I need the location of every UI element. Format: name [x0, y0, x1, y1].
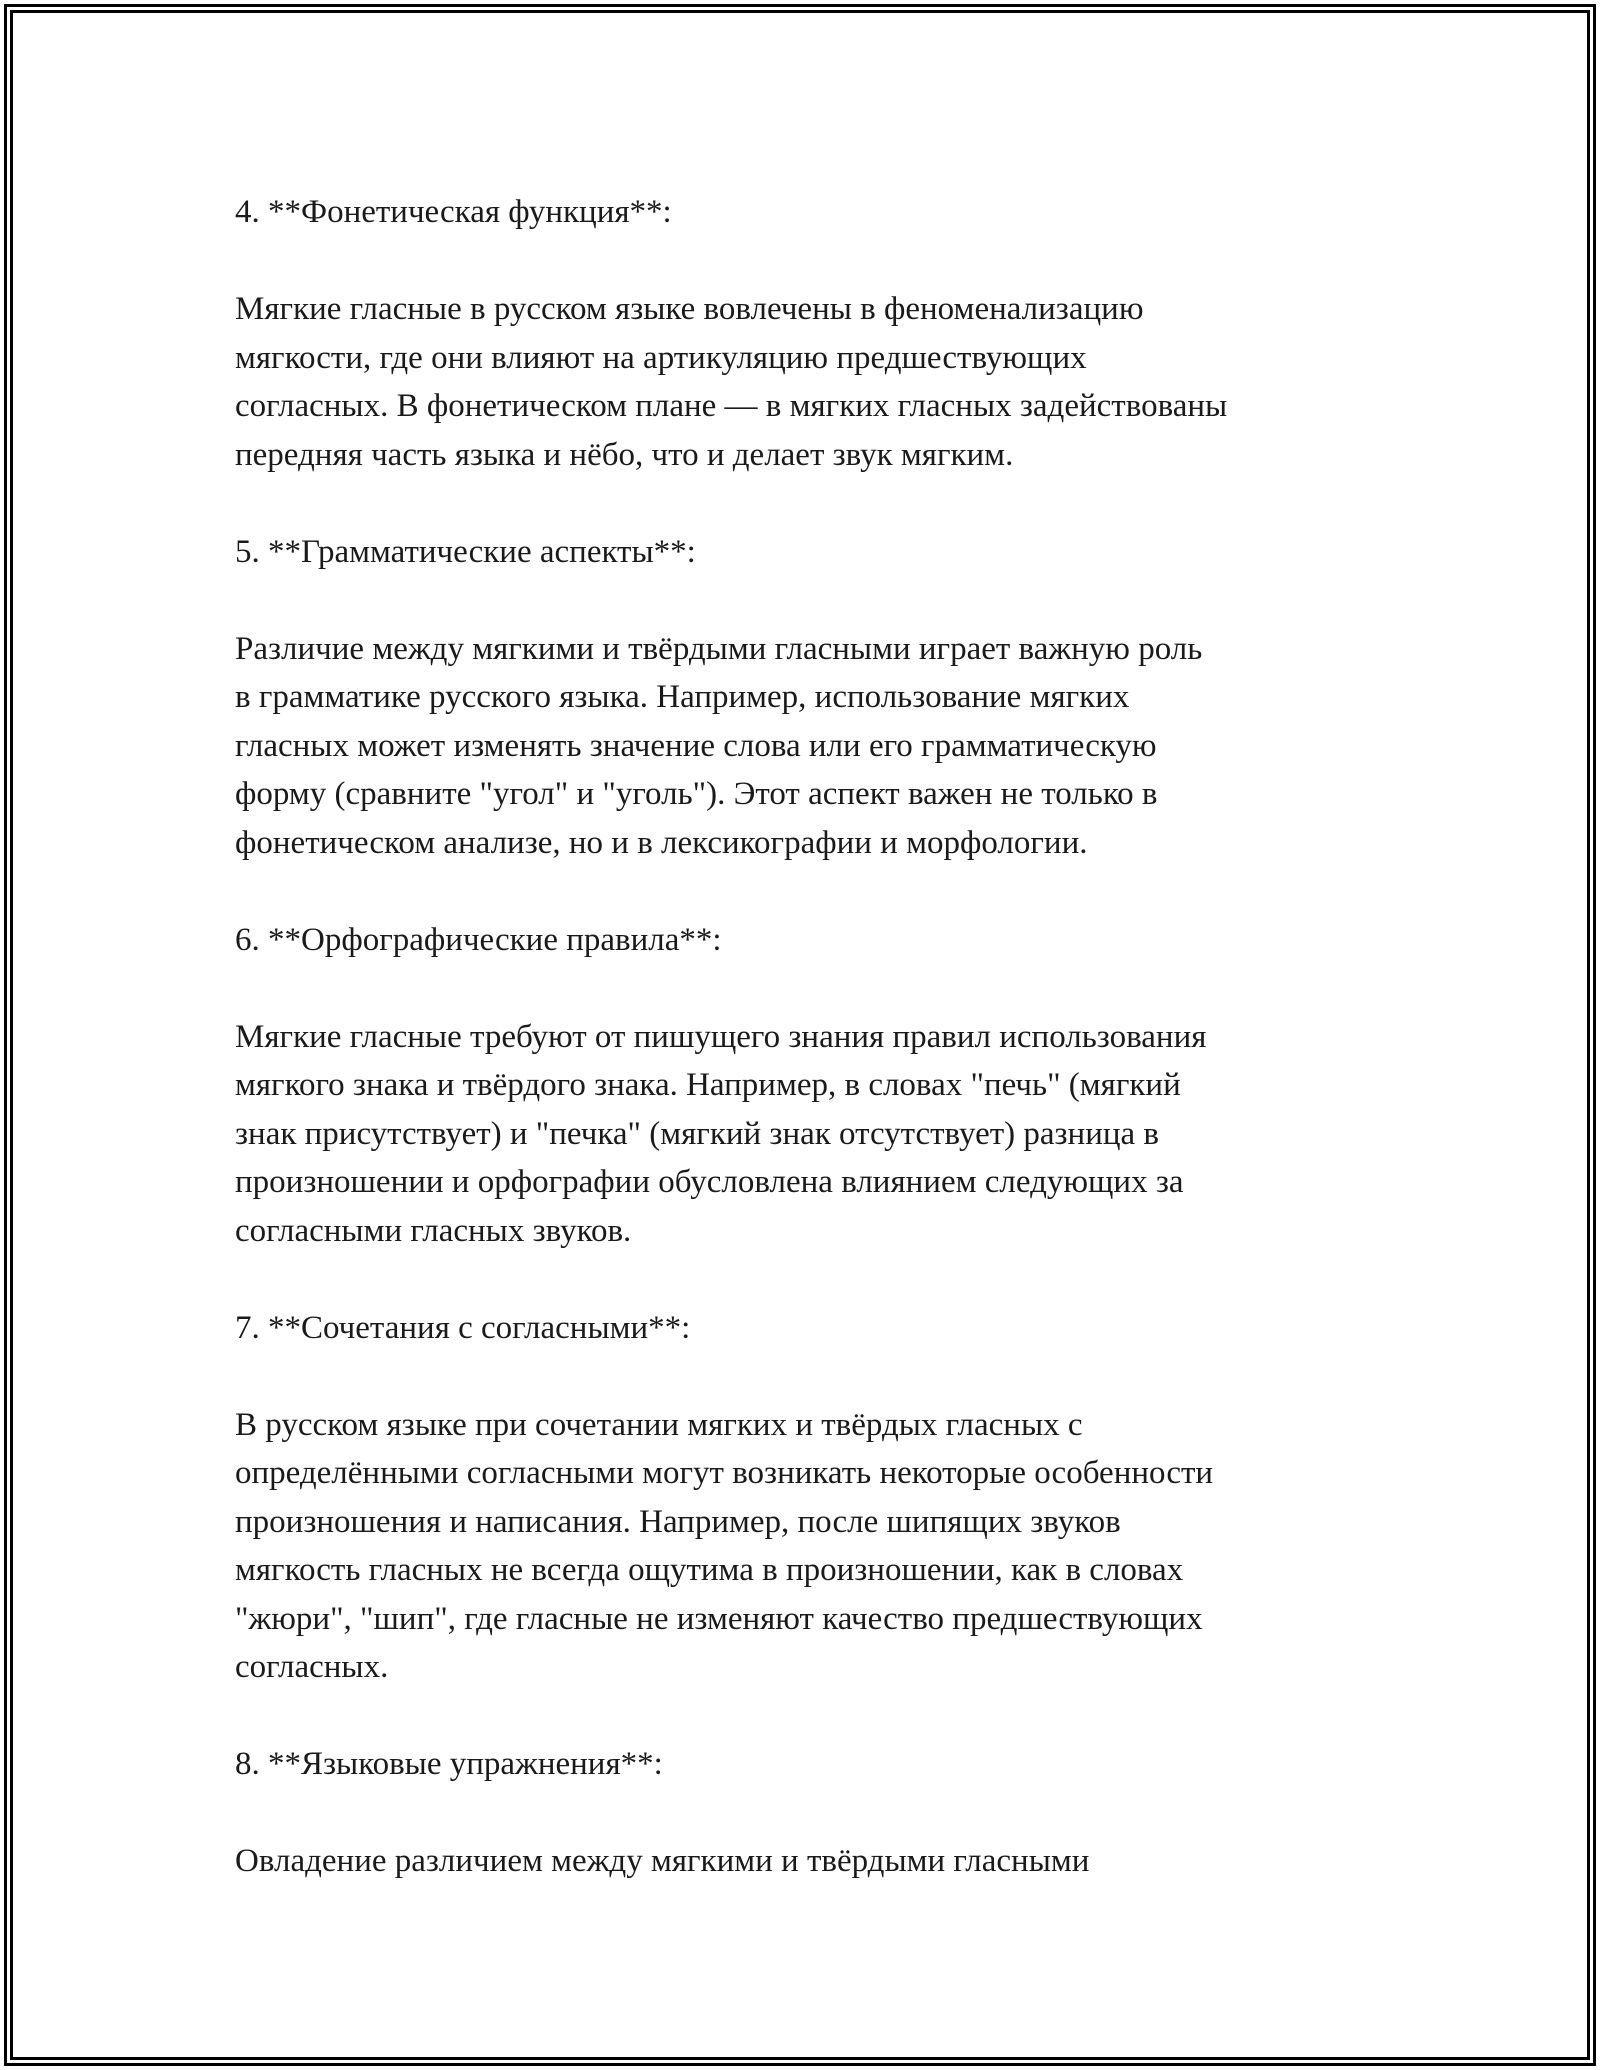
section-heading: 6. **Орфографические правила**:	[235, 921, 722, 958]
section-heading: 4. **Фонетическая функция**:	[235, 194, 672, 230]
section-heading: 8. **Языковые упражнения**:	[235, 1746, 663, 1782]
document-body	[235, 188, 1365, 1934]
section-paragraph: Овладение различием между мягкими и твёрдыми гласными	[235, 1843, 1090, 1879]
section-paragraph: В русском языке при сочетании мягких и твёрдых гласных с определёнными согласными могут возникать некоторые особенности произношения и написания. Например, после шипящих звуков мягкость гласных не всегда ощутима в произношении, как в словах "жюри", "шип", где гласные не изменяют качество предшествующих согласных.	[235, 1406, 1214, 1685]
section-heading: 5. **Грамматические аспекты**:	[235, 533, 696, 570]
section-paragraph: Различие между мягкими и твёрдыми гласными играет важную роль в грамматике русского языка. Например, использование мягких гласных может изменять значение слова или его грамматическую форму (сравните "угол" и "уголь"). Этот аспект важен не только в фонетическом анализе, но и в лексикографии и морфологии.	[235, 630, 1203, 861]
section-paragraph: Мягкие гласные в русском языке вовлечены в феноменализацию мягкости, где они влияют на артикуляцию предшествующих согласных. В фонетическом плане — в мягких гласных задействованы передняя часть языка и нёбо, что и делает звук мягким.	[235, 291, 1228, 473]
section-heading: 7. **Сочетания с согласными**:	[235, 1309, 691, 1346]
section-paragraph: Мягкие гласные требуют от пишущего знания правил использования мягкого знака и твёрдого знака. Например, в словах "печь" (мягкий знак присутствует) и "печка" (мягкий знак отсутствует) разница в произношении и орфографии обусловлена влиянием следующих за согласными гласных звуков.	[235, 1018, 1207, 1249]
